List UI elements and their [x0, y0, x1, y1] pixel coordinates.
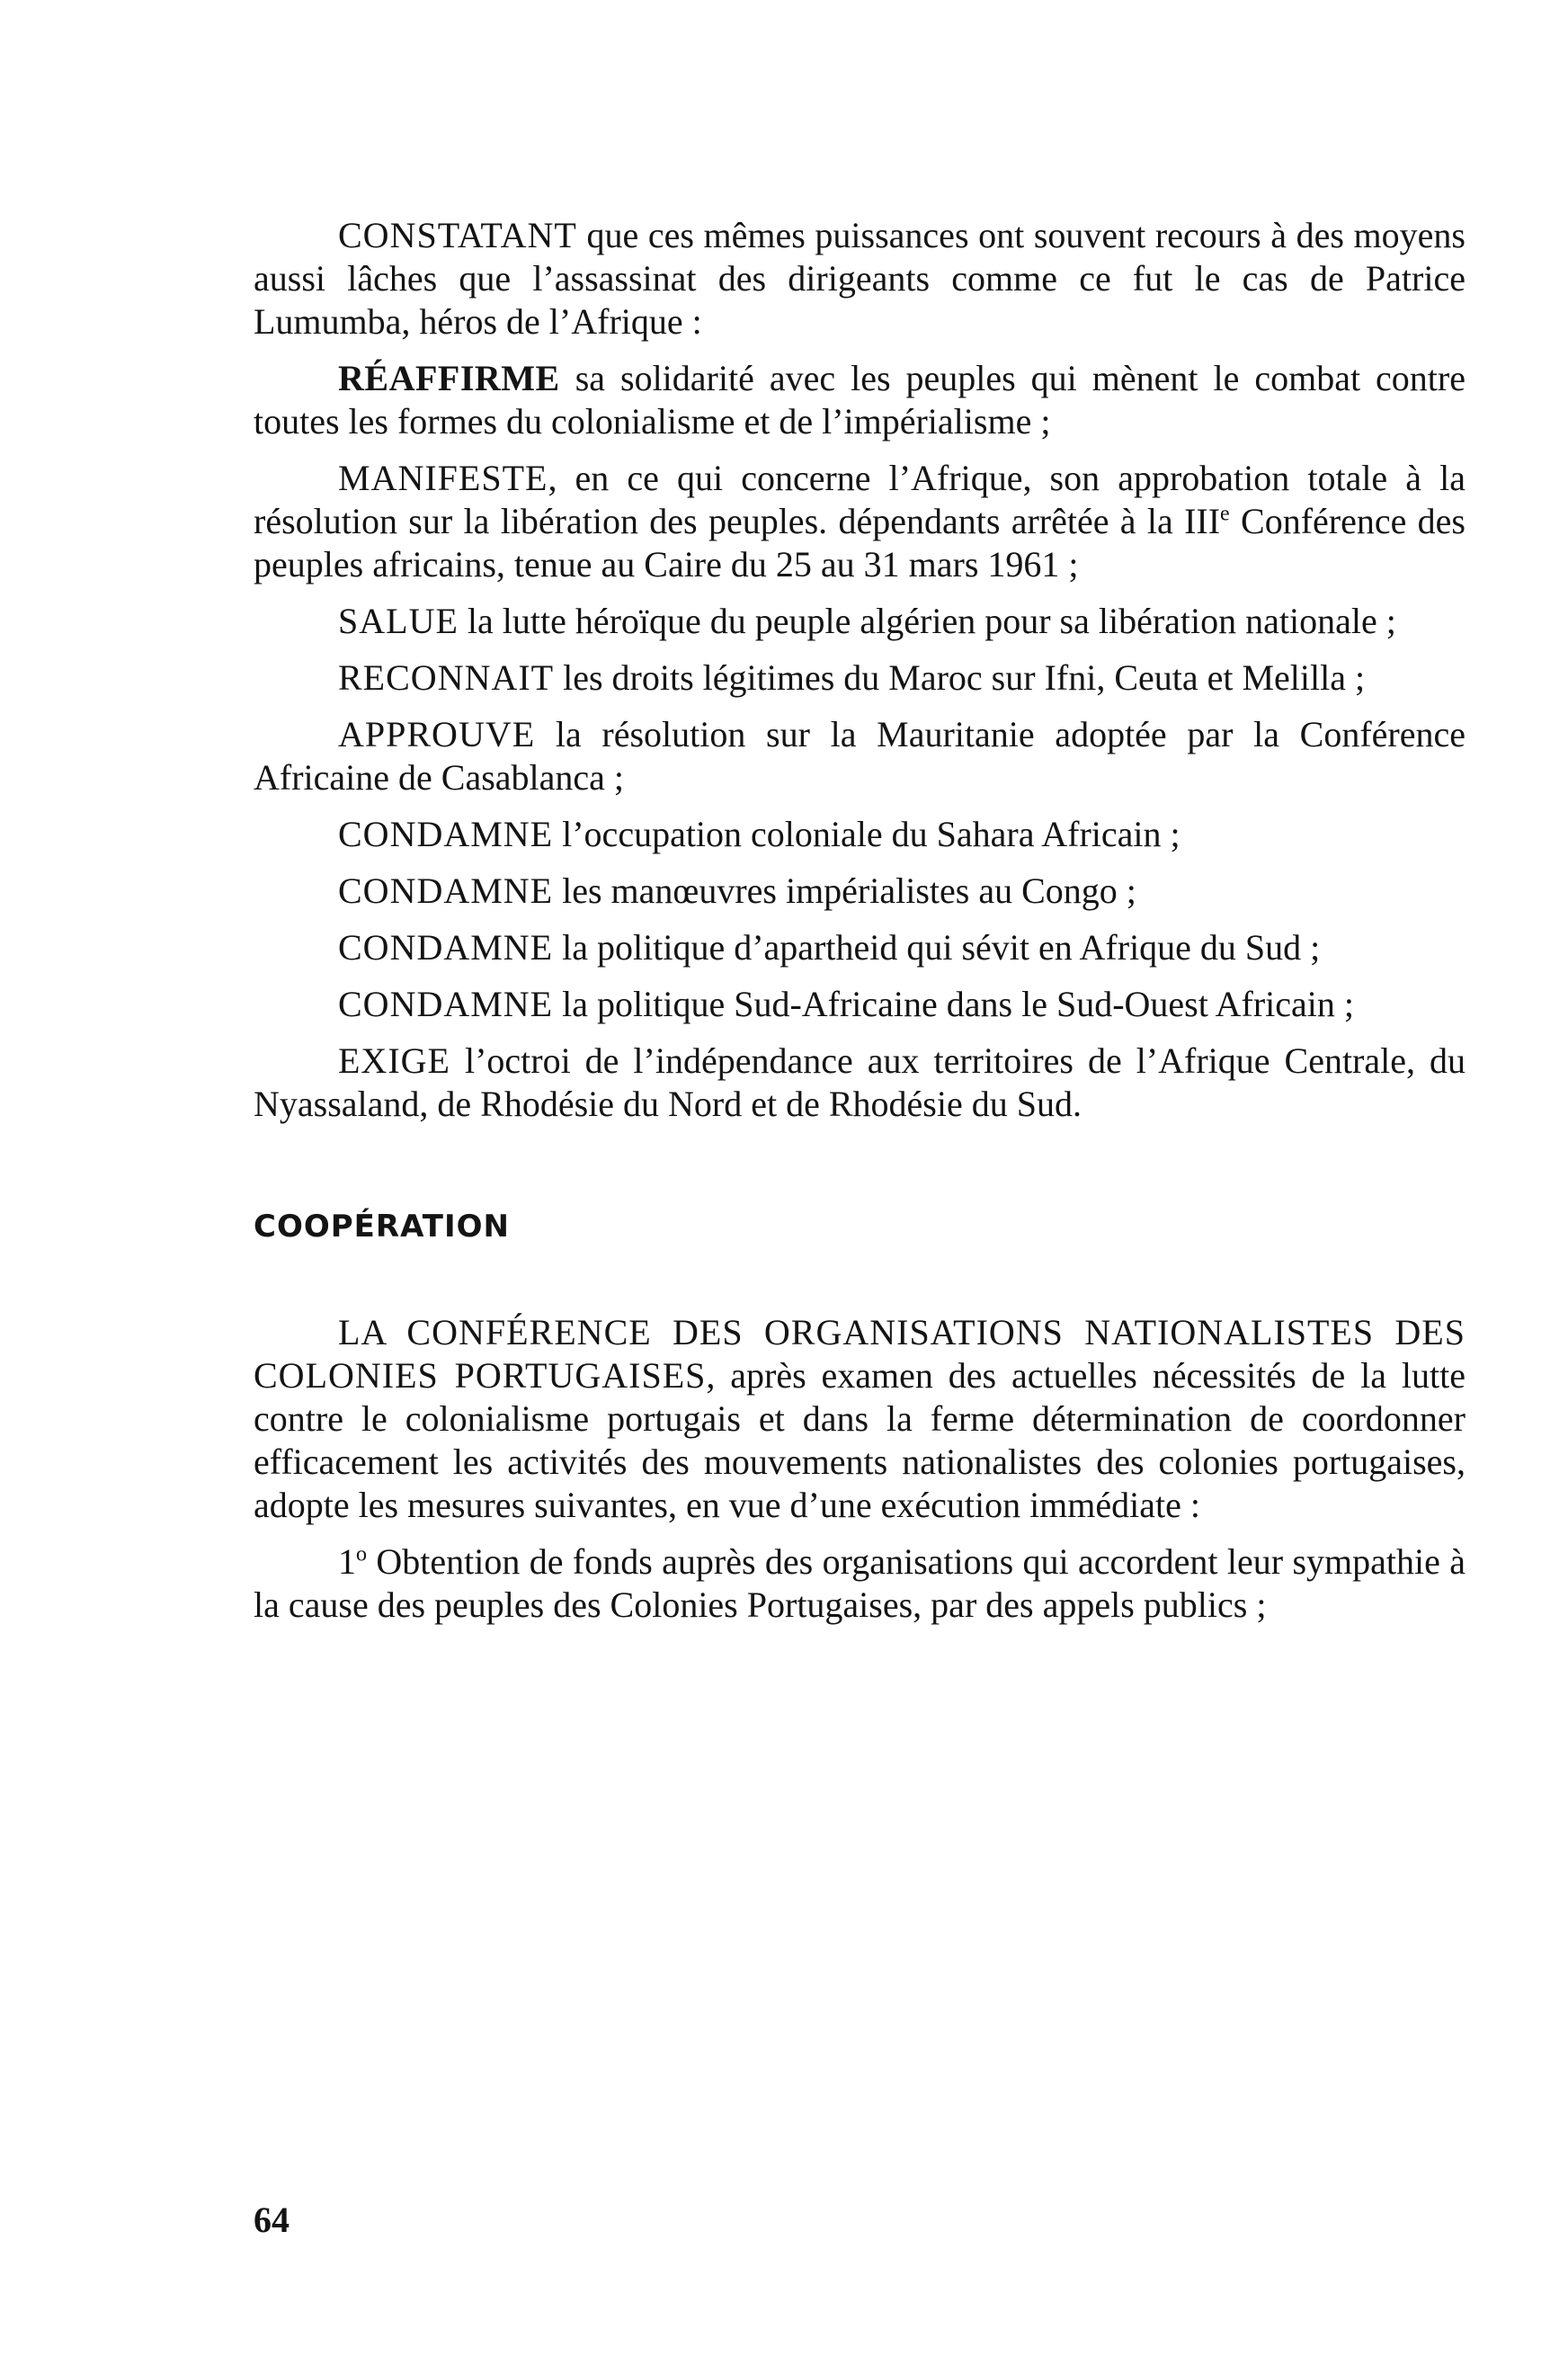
lead-word: CONDAMNE — [338, 984, 554, 1024]
measure-number: 1 — [338, 1541, 356, 1582]
paragraph-salue — [254, 600, 1466, 643]
lead-word: CONDAMNE — [338, 927, 554, 968]
paragraph-approuve — [254, 713, 1466, 799]
paragraph-text: Obtention de fonds auprès des organisations qui accordent leur sympathie à la cause des peuples des Colonies Portugaises, par des appels publics ; — [254, 1541, 1466, 1625]
paragraph-text: , en ce qui concerne l’Afrique, son approbation totale à la résolution sur la libération des peuples. dépendants arrêtée à la III — [254, 458, 1466, 541]
lead-word: MANIFESTE — [338, 458, 548, 498]
paragraph-text: les manœuvres impérialistes au Congo ; — [553, 870, 1136, 911]
lead-word: SALUE — [338, 601, 459, 641]
lead-word: CONDAMNE — [338, 814, 554, 854]
paragraph-manifeste — [254, 457, 1466, 586]
paragraph-text: sa solidarité avec les peuples qui mènent le combat contre toutes les formes du colonialisme et de l’impérialisme ; — [254, 358, 1466, 442]
section-heading: COOPÉRATION — [254, 1209, 510, 1245]
lead-word: RÉAFFIRME — [338, 358, 560, 398]
paragraph-condamne-sahara — [254, 813, 1466, 856]
paragraph-exige — [254, 1040, 1466, 1126]
paragraph-condamne-apartheid — [254, 926, 1466, 969]
lead-word: RECONNAIT — [338, 657, 555, 698]
paragraph-condamne-sud-ouest — [254, 983, 1466, 1026]
superscript: e — [1220, 502, 1230, 526]
paragraph-cooperation-intro — [254, 1311, 1466, 1527]
paragraph-text-continued: Conférence des peuples africains, tenue au Caire du 25 au 31 mars 1961 ; — [254, 501, 1466, 585]
paragraph-text: que ces mêmes puissances ont souvent recours à des moyens aussi lâches que l’assassinat des dirigeants comme ce fut le cas de Patrice Lumumba, héros de l’Afrique : — [254, 215, 1466, 342]
paragraph-text: l’octroi de l’indépendance aux territoires de l’Afrique Centrale, du Nyassaland, de Rhodésie du Nord et de Rhodésie du Sud. — [254, 1040, 1466, 1124]
paragraph-text: la politique d’apartheid qui sévit en Afrique du Sud ; — [553, 927, 1321, 968]
paragraph-text: la lutte héroïque du peuple algérien pour sa libération nationale ; — [458, 601, 1396, 641]
paragraph-condamne-congo — [254, 870, 1466, 913]
paragraph-measure-1 — [254, 1540, 1466, 1627]
lead-word: CONDAMNE — [338, 870, 554, 911]
paragraph-text: les droits légitimes du Maroc sur Ifni, Ceuta et Melilla ; — [554, 657, 1366, 698]
paragraph-text: , après examen des actuelles nécessités de la lutte contre le colonialisme portugais et dans la ferme détermination de coordonner efficacement les activités des mouvements nationalistes des colonies portugaises, adopte les mesures suivantes, en vue d’une exécution immédiate : — [254, 1355, 1466, 1525]
page-number: 64 — [254, 2200, 290, 2240]
paragraph-reaffirme — [254, 357, 1466, 443]
paragraph-text: l’occupation coloniale du Sahara Africain ; — [553, 814, 1180, 854]
lead-word: CONSTATANT — [338, 215, 577, 255]
superscript: o — [356, 1542, 367, 1566]
lead-word: EXIGE — [338, 1040, 450, 1081]
paragraph-constatant — [254, 214, 1466, 344]
paragraph-text: la politique Sud-Africaine dans le Sud-Ouest Africain ; — [553, 984, 1355, 1024]
page-body — [254, 214, 1466, 1640]
paragraph-text: la résolution sur la Mauritanie adoptée par la Conférence Africaine de Casablanca ; — [254, 714, 1466, 798]
lead-word: APPROUVE — [338, 714, 536, 754]
lead-words: LA CONFÉRENCE DES ORGANISATIONS NATIONALISTES DES COLONIES PORTUGAISES — [254, 1312, 1466, 1396]
paragraph-reconnait — [254, 656, 1466, 700]
